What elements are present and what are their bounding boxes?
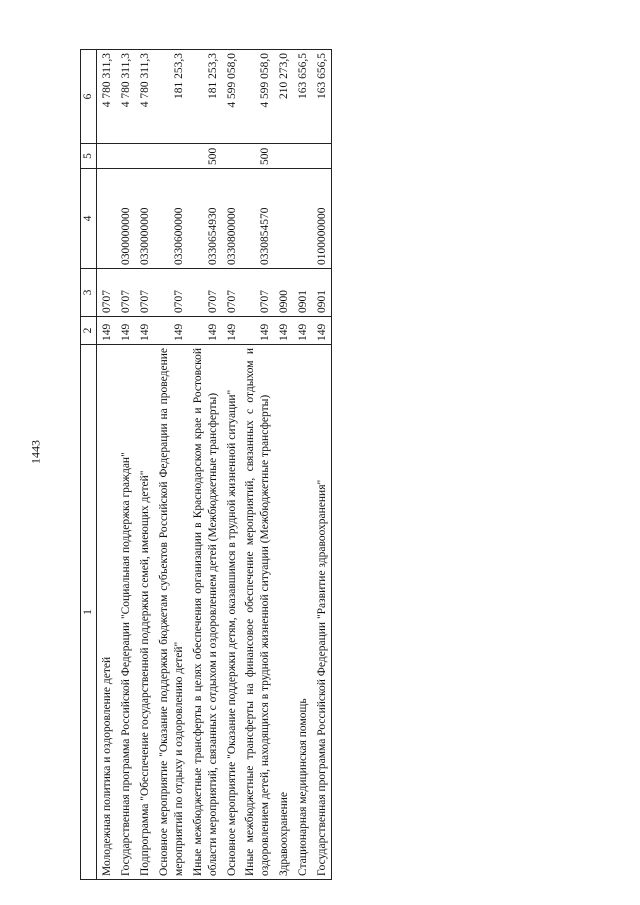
table-row [135,50,154,880]
cell-target [274,169,293,269]
table-row [312,50,331,880]
cell-type [222,144,241,169]
cell-ministry: 149 [188,317,222,345]
cell-target: 0330654930 [188,169,222,269]
cell-ministry: 149 [312,317,331,345]
page-number: 1443 [28,440,43,464]
cell-type [154,144,188,169]
cell-ministry: 149 [135,317,154,345]
cell-name: Государственная программа Российской Федерации "Социальная поддержка граждан" [116,345,135,880]
table-row [293,50,312,880]
cell-type [274,144,293,169]
cell-type [135,144,154,169]
table-row [240,50,274,880]
cell-section: 0707 [240,269,274,317]
cell-section: 0901 [293,269,312,317]
cell-ministry: 149 [154,317,188,345]
header-cell: 3 [81,269,97,317]
cell-ministry: 149 [116,317,135,345]
cell-type [96,144,115,169]
cell-amount: 210 273,0 [274,50,293,144]
cell-section: 0707 [188,269,222,317]
table-row [222,50,241,880]
cell-name: Подпрограмма "Обеспечение государственной поддержки семей, имеющих детей" [135,345,154,880]
cell-name: Основное мероприятие "Оказание поддержки бюджетам субъектов Российской Федерации на проведение мероприятий по отдыху и оздоровлению детей" [154,345,188,880]
cell-ministry: 149 [293,317,312,345]
table-row [274,50,293,880]
cell-ministry: 149 [274,317,293,345]
cell-name: Здравоохранение [274,345,293,880]
cell-type [293,144,312,169]
cell-section: 0707 [222,269,241,317]
cell-name: Молодежная политика и оздоровление детей [96,345,115,880]
table-row [96,50,115,880]
cell-type [312,144,331,169]
rotated-table-container [80,50,557,880]
table-row [188,50,222,880]
cell-target [293,169,312,269]
cell-type: 500 [240,144,274,169]
cell-amount: 4 599 058,0 [240,50,274,144]
cell-name: Иные межбюджетные трансферты на финансовое обеспечение мероприятий, связанных с отдыхом и оздоровлением детей, находящихся в трудной жизненной ситуации (Межбюджетные трансферты) [240,345,274,880]
header-cell: 2 [81,317,97,345]
cell-ministry: 149 [222,317,241,345]
header-cell: 5 [81,144,97,169]
cell-section: 0900 [274,269,293,317]
cell-name: Иные межбюджетные трансферты в целях обеспечения организации в Краснодарском крае и Ростовской области мероприятий, связанных с отдыхом и оздоровлением детей (Межбюджетные трансферты) [188,345,222,880]
table-row [116,50,135,880]
cell-section: 0901 [312,269,331,317]
cell-name: Стационарная медицинская помощь [293,345,312,880]
cell-target: 0330600000 [154,169,188,269]
table-row [154,50,188,880]
cell-name: Государственная программа Российской Федерации "Развитие здравоохранения" [312,345,331,880]
cell-ministry: 149 [96,317,115,345]
budget-table [80,49,332,880]
cell-type [116,144,135,169]
cell-section: 0707 [135,269,154,317]
cell-type: 500 [188,144,222,169]
table-header-row [81,50,97,880]
cell-name: Основное мероприятие "Оказание поддержки детям, оказавшимся в трудной жизненной ситуации" [222,345,241,880]
cell-section: 0707 [154,269,188,317]
header-cell: 4 [81,169,97,269]
cell-section: 0707 [96,269,115,317]
cell-amount: 4 780 311,3 [116,50,135,144]
cell-target: 0330800000 [222,169,241,269]
cell-amount: 4 599 058,0 [222,50,241,144]
header-cell: 1 [81,345,97,880]
cell-amount: 163 656,5 [312,50,331,144]
cell-target: 0300000000 [116,169,135,269]
cell-amount: 4 780 311,3 [135,50,154,144]
cell-target: 0100000000 [312,169,331,269]
cell-section: 0707 [116,269,135,317]
cell-target: 0330854570 [240,169,274,269]
header-cell: 6 [81,50,97,144]
cell-target [96,169,115,269]
cell-amount: 181 253,3 [154,50,188,144]
cell-target: 0330000000 [135,169,154,269]
cell-amount: 4 780 311,3 [96,50,115,144]
cell-ministry: 149 [240,317,274,345]
cell-amount: 163 656,5 [293,50,312,144]
cell-amount: 181 253,3 [188,50,222,144]
